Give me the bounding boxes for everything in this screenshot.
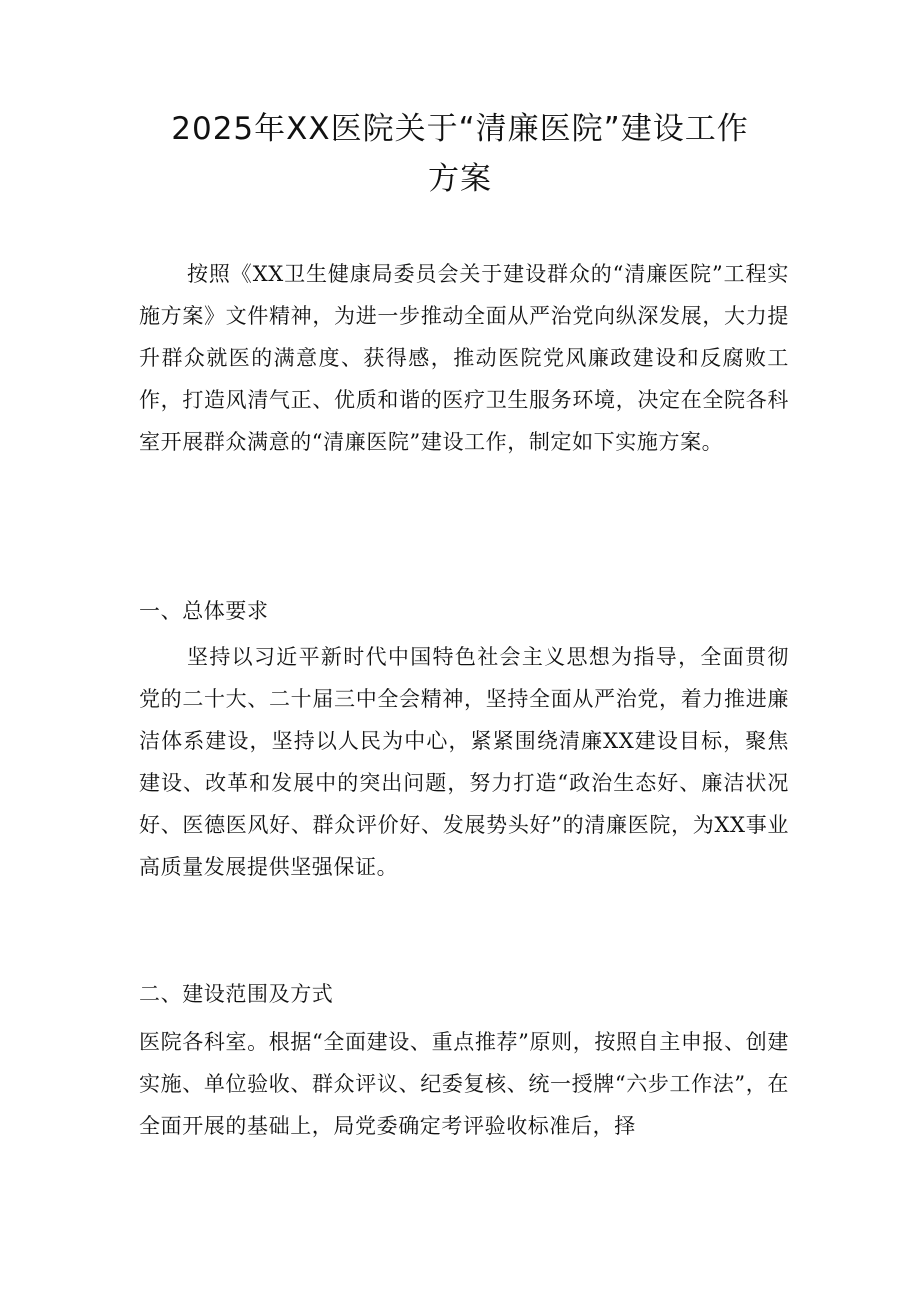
section-paragraph: 医院各科室。根据“全面建设、重点推荐”原则，按照自主申报、创建实施、单位验收、群众评议、纪委复核、统一授牌“六步工作法”，在全面开展的基础上，局党委确定考评验收标准后，择 (139, 1030, 789, 1138)
section-heading: 一、总体要求 (139, 599, 269, 623)
document-title: 2025年XX医院关于“清廉医院”建设工作 (171, 111, 749, 147)
document-title-continued: 方案 (428, 161, 492, 197)
section-heading: 二、建设范围及方式 (139, 982, 334, 1006)
section-paragraph: 坚持以习近平新时代中国特色社会主义思想为指导，全面贯彻党的二十大、二十届三中全会精神，坚持全面从严治党，着力推进廉洁体系建设，坚持以人民为中心，紧紧围绕清廉XX建设目标，聚焦建设、改革和发展中的突出问题，努力打造“政治生态好、廉洁状况好、医德医风好、群众评价好、发展势头好”的清廉医院，为XX事业高质量发展提供坚强保证。 (139, 645, 789, 879)
intro-paragraph: 按照《XX卫生健康局委员会关于建设群众的“清廉医院”工程实施方案》文件精神，为进一步推动全面从严治党向纵深发展，大力提升群众就医的满意度、获得感，推动医院党风廉政建设和反腐败工作，打造风清气正、优质和谐的医疗卫生服务环境，决定在全院各科室开展群众满意的“清廉医院”建设工作，制定如下实施方案。 (139, 262, 789, 454)
